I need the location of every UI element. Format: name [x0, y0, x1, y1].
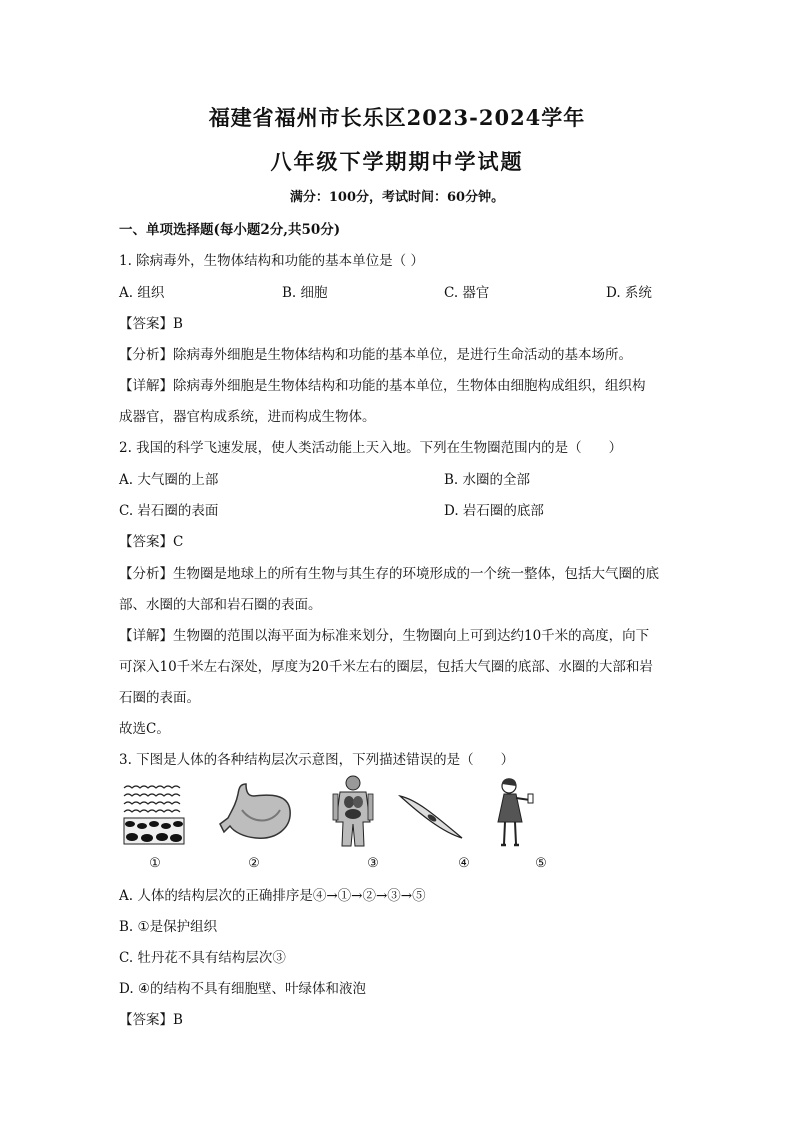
q2-conclusion: 故选C。: [119, 721, 170, 737]
q3-answer: 【答案】B: [119, 1012, 183, 1028]
girl-figure: [492, 776, 534, 850]
exam-title-line1: 福建省福州市长乐区2023-2024学年: [208, 105, 586, 130]
q3-option-d: D. ④的结构不具有细胞壁、叶绿体和液泡: [119, 981, 367, 997]
q2-answer: 【答案】C: [119, 534, 184, 550]
q1-option-a: A. 组织: [119, 285, 165, 301]
q1-option-b: B. 细胞: [282, 285, 328, 301]
q2-stem: 2. 我国的科学飞速发展，使人类活动能上天入地。下列在生物圈范围内的是（ ）: [119, 440, 623, 456]
muscle-cell-figure: [398, 792, 464, 842]
q3-option-c: C. 牡丹花不具有结构层次③: [119, 950, 286, 966]
figure-label-3: ③: [367, 856, 379, 871]
q2-analysis-line1: 【分析】生物圈是地球上的所有生物与其生存的环境形成的一个统一整体，包括大气圈的底: [119, 566, 659, 582]
q1-option-d: D. 系统: [606, 285, 652, 301]
q1-analysis: 【分析】除病毒外细胞是生物体结构和功能的基本单位，是进行生命活动的基本场所。: [119, 347, 632, 363]
q3-stem: 3. 下图是人体的各种结构层次示意图，下列描述错误的是（ ）: [119, 752, 515, 768]
stomach-figure: [218, 780, 294, 846]
q2-detail-line1: 【详解】生物圈的范围以海平面为标准来划分，生物圈向上可到达约10千米的高度，向下: [119, 628, 650, 644]
figure-label-5: ⑤: [535, 856, 547, 871]
figure-label-1: ①: [149, 856, 161, 871]
q2-detail-line3: 石圈的表面。: [119, 690, 200, 706]
q3-option-a: A. 人体的结构层次的正确排序是④→①→②→③→⑤: [119, 888, 426, 904]
q2-option-b: B. 水圈的全部: [444, 472, 531, 488]
q1-stem: 1. 除病毒外，生物体结构和功能的基本单位是（ ）: [119, 253, 424, 269]
figure-label-4: ④: [458, 856, 470, 871]
q2-option-c: C. 岩石圈的表面: [119, 503, 219, 519]
human-body-figure: [330, 774, 376, 848]
exam-meta: 满分：100分，考试时间：60分钟。: [289, 190, 505, 205]
q2-detail-line2: 可深入10千米左右深处，厚度为20千米左右的圈层，包括大气圈的底部、水圈的大部和岩: [119, 659, 653, 675]
q1-option-c: C. 器官: [444, 285, 490, 301]
q2-option-a: A. 大气圈的上部: [119, 472, 219, 488]
q2-analysis-line2: 部、水圈的大部和岩石圈的表面。: [119, 597, 322, 613]
epithelial-tissue-figure: [122, 782, 186, 846]
q3-option-b: B. ①是保护组织: [119, 919, 218, 935]
q1-answer: 【答案】B: [119, 316, 183, 332]
exam-title-line2: 八年级下学期期中学试题: [270, 149, 524, 174]
q1-detail-line2: 成器官，器官构成系统，进而构成生物体。: [119, 409, 376, 425]
q1-detail-line1: 【详解】除病毒外细胞是生物体结构和功能的基本单位，生物体由细胞构成组织，组织构: [119, 378, 646, 394]
section-heading: 一、单项选择题(每小题2分,共50分): [119, 222, 341, 238]
figure-label-2: ②: [248, 856, 260, 871]
q2-option-d: D. 岩石圈的底部: [444, 503, 544, 519]
